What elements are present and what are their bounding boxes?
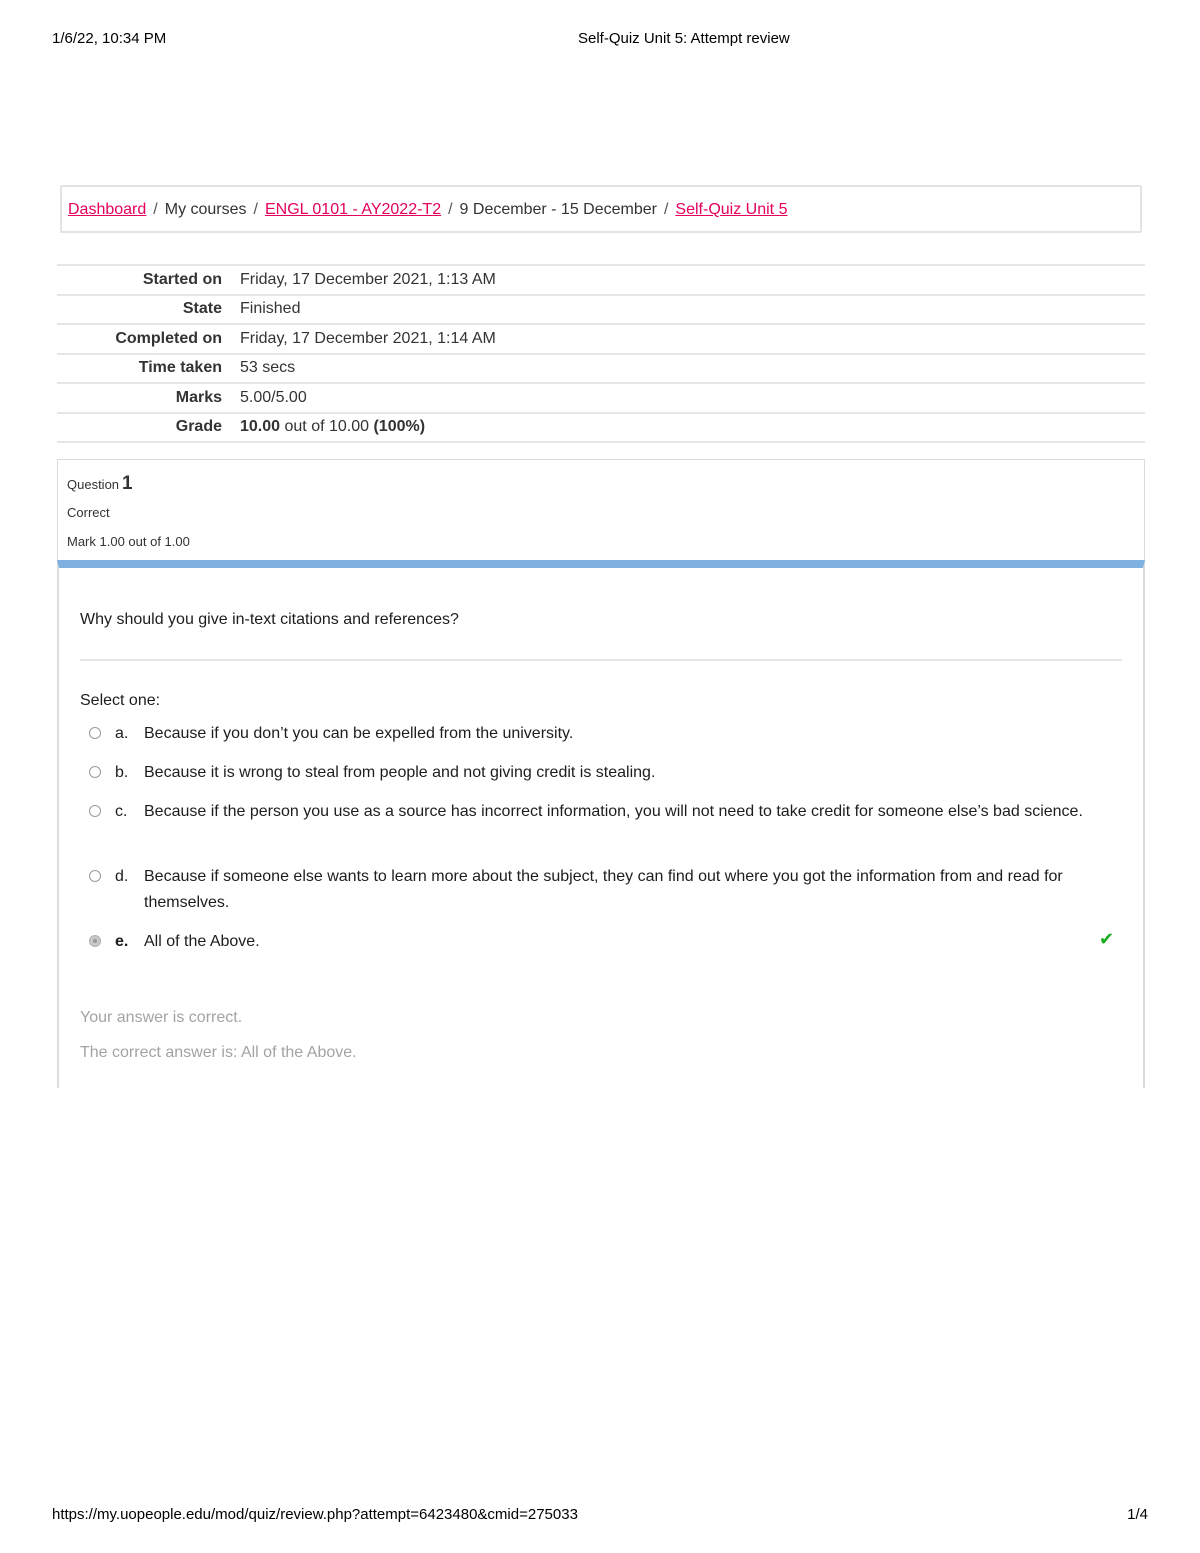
summary-row-completed	[57, 324, 1145, 354]
breadcrumb	[60, 185, 1142, 233]
breadcrumb-separator: /	[663, 201, 669, 218]
radio-button[interactable]	[89, 870, 101, 882]
question-number-value: 1	[122, 473, 133, 494]
answer-letter: c.	[115, 803, 128, 820]
summary-label: Grade	[57, 413, 240, 443]
summary-row-time-taken	[57, 354, 1145, 384]
answer-feedback: Your answer is correct.	[80, 1009, 243, 1026]
breadcrumb-quiz-link[interactable]: Self-Quiz Unit 5	[675, 201, 788, 218]
answer-text: Because if someone else wants to learn more about the subject, they can find out where you got the information from and read for themselves.	[144, 868, 1063, 911]
print-title: Self-Quiz Unit 5: Attempt review	[578, 30, 790, 47]
summary-row-grade	[57, 413, 1145, 443]
summary-label: Completed on	[57, 324, 240, 354]
summary-label: Time taken	[57, 354, 240, 384]
answer-text: Because if the person you use as a source has incorrect information, you will not need to take credit for someone else’s bad science.	[144, 803, 1083, 820]
grade-out-of: out of 10.00	[284, 418, 370, 436]
question-text: Why should you give in-text citations and references?	[80, 611, 459, 628]
summary-row-state	[57, 295, 1145, 325]
breadcrumb-week: 9 December - 15 December	[459, 201, 657, 218]
page-number: 1/4	[1127, 1506, 1148, 1523]
answer-letter: d.	[115, 868, 129, 885]
breadcrumb-my-courses: My courses	[164, 201, 247, 218]
breadcrumb-separator: /	[153, 201, 158, 218]
summary-value: Friday, 17 December 2021, 1:13 AM	[240, 265, 1145, 295]
answer-text: Because if you don’t you can be expelled from the university.	[144, 725, 574, 742]
question-label: Question	[67, 477, 120, 492]
answer-text: All of the Above.	[144, 933, 260, 950]
answer-letter: e.	[115, 933, 129, 950]
summary-value: Finished	[240, 295, 1145, 325]
print-url: https://my.uopeople.edu/mod/quiz/review.php?attempt=6423480&cmid=275033	[52, 1506, 578, 1523]
print-date: 1/6/22, 10:34 PM	[52, 30, 167, 47]
question-formulation	[57, 560, 1145, 990]
breadcrumb-separator: /	[448, 201, 453, 218]
summary-value	[240, 413, 1145, 443]
summary-label: State	[57, 295, 240, 325]
divider	[80, 659, 1122, 661]
radio-button[interactable]	[89, 805, 101, 817]
grade-score: 10.00	[240, 418, 281, 436]
correct-check-icon: ✔	[1099, 929, 1115, 949]
summary-row-marks	[57, 383, 1145, 413]
summary-value: 5.00/5.00	[240, 383, 1145, 413]
breadcrumb-course-link[interactable]: ENGL 0101 - AY2022-T2	[264, 201, 442, 218]
correct-answer-text: The correct answer is: All of the Above.	[80, 1044, 357, 1061]
summary-value: 53 secs	[240, 354, 1145, 384]
question-outcome	[57, 990, 1145, 1088]
question-info	[57, 459, 1145, 564]
grade-percent: (100%)	[373, 418, 426, 436]
answer-letter: b.	[115, 764, 129, 781]
attempt-summary-table	[57, 264, 1145, 443]
radio-button-selected[interactable]	[89, 935, 101, 947]
radio-button[interactable]	[89, 766, 101, 778]
question-state: Correct	[67, 505, 110, 520]
answer-prompt: Select one:	[80, 692, 161, 709]
summary-row-started	[57, 265, 1145, 295]
summary-label: Started on	[57, 265, 240, 295]
answer-text: Because it is wrong to steal from people and not giving credit is stealing.	[144, 764, 656, 781]
summary-value: Friday, 17 December 2021, 1:14 AM	[240, 324, 1145, 354]
answer-letter: a.	[115, 725, 129, 742]
radio-button[interactable]	[89, 727, 101, 739]
breadcrumb-dashboard-link[interactable]: Dashboard	[68, 201, 147, 218]
summary-label: Marks	[57, 383, 240, 413]
question-number	[67, 473, 133, 495]
question-grade: Mark 1.00 out of 1.00	[67, 534, 190, 549]
breadcrumb-separator: /	[253, 201, 258, 218]
